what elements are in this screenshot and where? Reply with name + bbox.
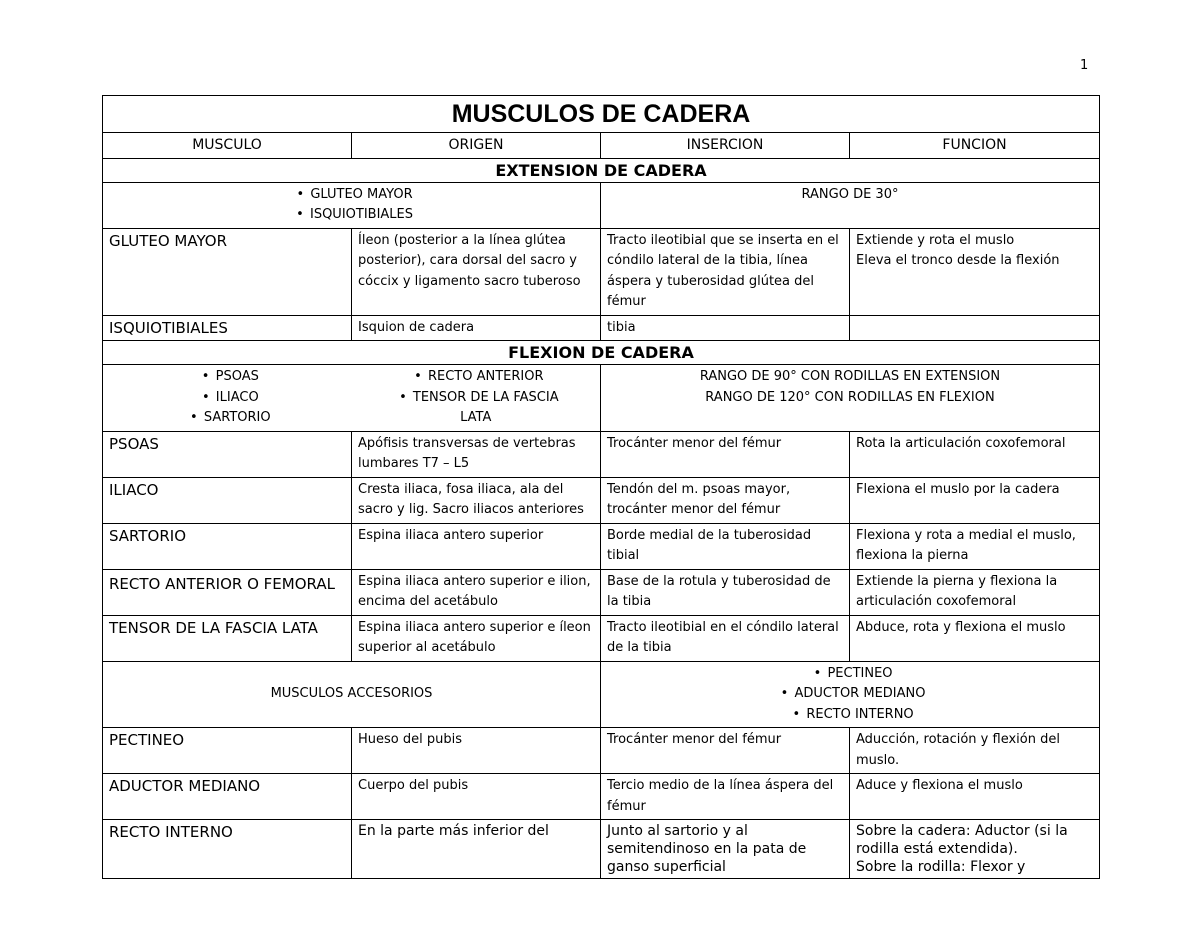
muscle-function: [850, 820, 1100, 879]
table-row: [103, 431, 1100, 477]
muscle-function: Flexiona el muslo por la cadera: [850, 477, 1100, 523]
table-row: [103, 774, 1100, 820]
muscle-name: RECTO ANTERIOR O FEMORAL: [103, 569, 352, 615]
table-row: [103, 477, 1100, 523]
muscle-origin: Cuerpo del pubis: [352, 774, 601, 820]
extension-range: RANGO DE 30°: [601, 182, 1100, 228]
table-row: [103, 820, 1100, 879]
list-item: • ILIACO: [109, 388, 346, 409]
header-insercion: INSERCION: [601, 133, 850, 159]
table-row: [103, 615, 1100, 661]
muscle-origin: Isquion de cadera: [352, 315, 601, 341]
list-item: • SARTORIO: [109, 408, 346, 429]
header-origen: ORIGEN: [352, 133, 601, 159]
function-line: Sobre la rodilla: Flexor y: [856, 859, 1026, 875]
function-line: Eleva el tronco desde la flexión: [856, 253, 1060, 268]
table-row: [103, 228, 1100, 315]
muscle-origin: Cresta iliaca, fosa iliaca, ala del sacro y lig. Sacro iliacos anteriores: [352, 477, 601, 523]
flexion-bullets-b-cell: [352, 365, 601, 432]
muscle-function: Rota la articulación coxofemoral: [850, 431, 1100, 477]
list-item: • PSOAS: [109, 367, 346, 388]
muscle-function: Aducción, rotación y flexión del muslo.: [850, 728, 1100, 774]
page-number: 1: [1080, 58, 1089, 73]
muscle-name: ADUCTOR MEDIANO: [103, 774, 352, 820]
function-line: Sobre la cadera: Aductor (si la rodilla está extendida).: [856, 823, 1068, 857]
muscle-function: [850, 315, 1100, 341]
list-item: • PECTINEO: [607, 664, 1093, 685]
accesorios-summary-row: [103, 661, 1100, 728]
muscle-insertion: tibia: [601, 315, 850, 341]
muscle-origin: Hueso del pubis: [352, 728, 601, 774]
header-musculo: MUSCULO: [103, 133, 352, 159]
list-item: • ADUCTOR MEDIANO: [607, 684, 1093, 705]
muscle-insertion: Trocánter menor del fémur: [601, 431, 850, 477]
muscle-origin: Espina iliaca antero superior e ilion, encima del acetábulo: [352, 569, 601, 615]
section-extension-title: EXTENSION DE CADERA: [103, 158, 1100, 182]
muscle-name: ILIACO: [103, 477, 352, 523]
table-row: [103, 523, 1100, 569]
list-item: • GLUTEO MAYOR: [109, 185, 594, 206]
muscle-name: TENSOR DE LA FASCIA LATA: [103, 615, 352, 661]
muscle-function: [850, 228, 1100, 315]
extension-bullet-list: [109, 185, 594, 226]
muscle-origin: Espina iliaca antero superior: [352, 523, 601, 569]
hip-muscles-table: [102, 95, 1100, 879]
accesorios-label: MUSCULOS ACCESORIOS: [103, 661, 601, 728]
table-title: MUSCULOS DE CADERA: [103, 96, 1100, 133]
column-headers: [103, 133, 1100, 159]
table-row: [103, 569, 1100, 615]
muscle-name: GLUTEO MAYOR: [103, 228, 352, 315]
range-flexion: RANGO DE 120° CON RODILLAS EN FLEXION: [705, 389, 995, 405]
list-item-continuation: LATA: [460, 410, 492, 425]
muscle-origin: En la parte más inferior del: [352, 820, 601, 879]
section-flexion-title: FLEXION DE CADERA: [103, 341, 1100, 365]
accesorios-bullet-list: [607, 664, 1093, 726]
function-line: Extiende y rota el muslo: [856, 232, 1015, 248]
range-extension: RANGO DE 90° CON RODILLAS EN EXTENSION: [699, 369, 1001, 384]
flexion-bullet-list-b: [358, 367, 595, 408]
extension-bullets-cell: [103, 182, 601, 228]
muscle-insertion: Tercio medio de la línea áspera del fémur: [601, 774, 850, 820]
list-item: • RECTO ANTERIOR: [358, 367, 595, 388]
muscle-insertion: Borde medial de la tuberosidad tibial: [601, 523, 850, 569]
muscle-name: SARTORIO: [103, 523, 352, 569]
muscle-origin: Apófisis transversas de vertebras lumbares T7 – L5: [352, 431, 601, 477]
table-row: [103, 315, 1100, 341]
muscle-function: Extiende la pierna y flexiona la articulación coxofemoral: [850, 569, 1100, 615]
flexion-bullet-list-a: [109, 367, 346, 429]
muscle-insertion: Tracto ileotibial que se inserta en el cóndilo lateral de la tibia, línea áspera y tuberosidad glútea del fémur: [601, 228, 850, 315]
muscle-insertion: Tendón del m. psoas mayor, trocánter menor del fémur: [601, 477, 850, 523]
extension-summary-row: [103, 182, 1100, 228]
accesorios-bullets-cell: [601, 661, 1100, 728]
list-item: • TENSOR DE LA FASCIA: [358, 388, 595, 409]
muscle-insertion: Tracto ileotibial en el cóndilo lateral de la tibia: [601, 615, 850, 661]
list-item: • ISQUIOTIBIALES: [109, 205, 594, 226]
muscle-function: Abduce, rota y flexiona el muslo: [850, 615, 1100, 661]
muscle-origin: Espina iliaca antero superior e íleon superior al acetábulo: [352, 615, 601, 661]
header-funcion: FUNCION: [850, 133, 1100, 159]
flexion-ranges: [601, 365, 1100, 432]
flexion-summary-row: [103, 365, 1100, 432]
muscle-origin: Íleon (posterior a la línea glútea posterior), cara dorsal del sacro y cóccix y ligamento sacro tuberoso: [352, 228, 601, 315]
table-row: [103, 728, 1100, 774]
list-item: • RECTO INTERNO: [607, 705, 1093, 726]
muscle-name: RECTO INTERNO: [103, 820, 352, 879]
muscle-name: PSOAS: [103, 431, 352, 477]
muscle-insertion: Base de la rotula y tuberosidad de la tibia: [601, 569, 850, 615]
flexion-bullets-a-cell: [103, 365, 352, 432]
muscle-insertion: Trocánter menor del fémur: [601, 728, 850, 774]
muscle-function: Aduce y flexiona el muslo: [850, 774, 1100, 820]
muscle-insertion: Junto al sartorio y al semitendinoso en la pata de ganso superficial: [601, 820, 850, 879]
muscle-name: ISQUIOTIBIALES: [103, 315, 352, 341]
muscle-name: PECTINEO: [103, 728, 352, 774]
muscle-function: Flexiona y rota a medial el muslo, flexiona la pierna: [850, 523, 1100, 569]
